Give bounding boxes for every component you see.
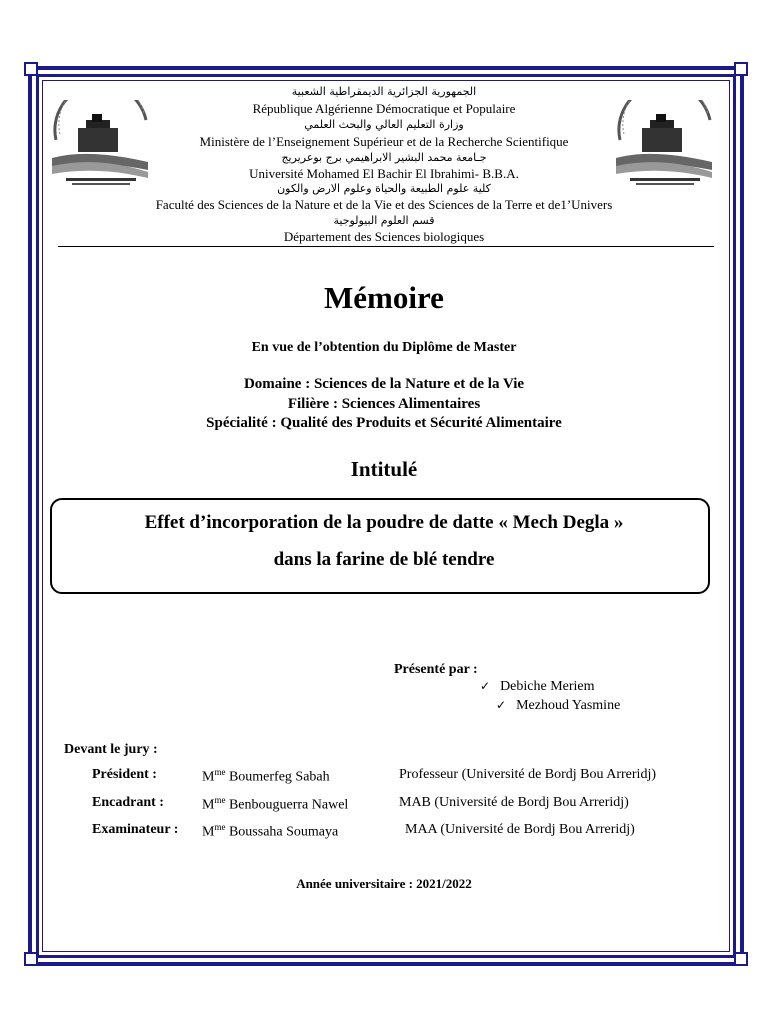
jury-role: Examinateur : <box>92 822 179 837</box>
header-ministry-ar: وزارة التعليم العالي والبحث العلمي <box>304 118 464 131</box>
header-separator <box>58 246 714 247</box>
corner-ornament <box>24 62 38 76</box>
header-university-ar: جـامعة محمد البشير الابراهيمي برج بوعريريج <box>281 151 487 164</box>
domain-line: Domaine : Sciences de la Nature et de la Vie <box>243 376 525 392</box>
specialty-line: Spécialité : Qualité des Produits et Sécurité Alimentaire <box>206 415 562 431</box>
jury-member-title: MAB (Université de Bordj Bou Arreridj) <box>399 795 629 810</box>
author-name: Mezhoud Yasmine <box>516 698 621 713</box>
header-republic-fr: République Algérienne Démocratique et Populaire <box>252 101 516 116</box>
corner-ornament <box>24 952 38 966</box>
author-item <box>496 698 620 714</box>
jury-role: Président : <box>92 767 157 782</box>
corner-ornament <box>734 62 748 76</box>
academic-year: Année universitaire : 2021/2022 <box>296 876 472 891</box>
header-department-ar: قسم العلوم البيولوجية <box>333 214 435 227</box>
thesis-title-line-1: Effet d’incorporation de la poudre de datte « Mech Degla » <box>144 512 624 533</box>
header-faculty-fr: Faculté des Sciences de la Nature et de la Vie et des Sciences de la Terre et de1’Univers <box>155 197 613 212</box>
header-republic-ar: الجمهورية الجزائرية الديمقراطية الشعبية <box>291 85 477 98</box>
jury-member-name: $M^{me}$ Boussaha Soumaya <box>202 822 339 840</box>
jury-role: Encadrant : <box>92 795 164 810</box>
header-department-fr: Département des Sciences biologiques <box>283 229 485 244</box>
check-icon: ✓ <box>480 679 491 693</box>
corner-ornament <box>734 952 748 966</box>
diploma-subtitle: En vue de l’obtention du Diplôme de Master <box>251 340 517 355</box>
header-faculty-ar: كلية علوم الطبيعة والحياة وعلوم الارض والكون <box>277 182 491 195</box>
header-university-fr: Université Mohamed El Bachir El Ibrahimi- B.B.A. <box>249 166 519 181</box>
presented-by-label: Présenté par : <box>394 662 478 677</box>
thesis-title-line-2: dans la farine de blé tendre <box>273 549 495 570</box>
jury-member-title: MAA (Université de Bordj Bou Arreridj) <box>405 822 635 837</box>
header-ministry-fr: Ministère de l’Enseignement Supérieur et de la Recherche Scientifique <box>199 134 569 149</box>
jury-member-name: $M^{me}$ Benbouguerra Nawel <box>202 795 349 813</box>
page-title: Mémoire <box>324 280 444 315</box>
jury-member-title: Professeur (Université de Bordj Bou Arreridj) <box>399 767 656 782</box>
jury-label: Devant le jury : <box>64 742 158 757</box>
check-icon: ✓ <box>496 698 507 712</box>
jury-member-name: $M^{me}$ Boumerfeg Sabah <box>202 767 330 785</box>
filiere-line: Filière : Sciences Alimentaires <box>287 396 481 412</box>
author-name: Debiche Meriem <box>500 679 595 694</box>
intitule-heading: Intitulé <box>350 457 418 481</box>
author-item <box>480 679 595 695</box>
